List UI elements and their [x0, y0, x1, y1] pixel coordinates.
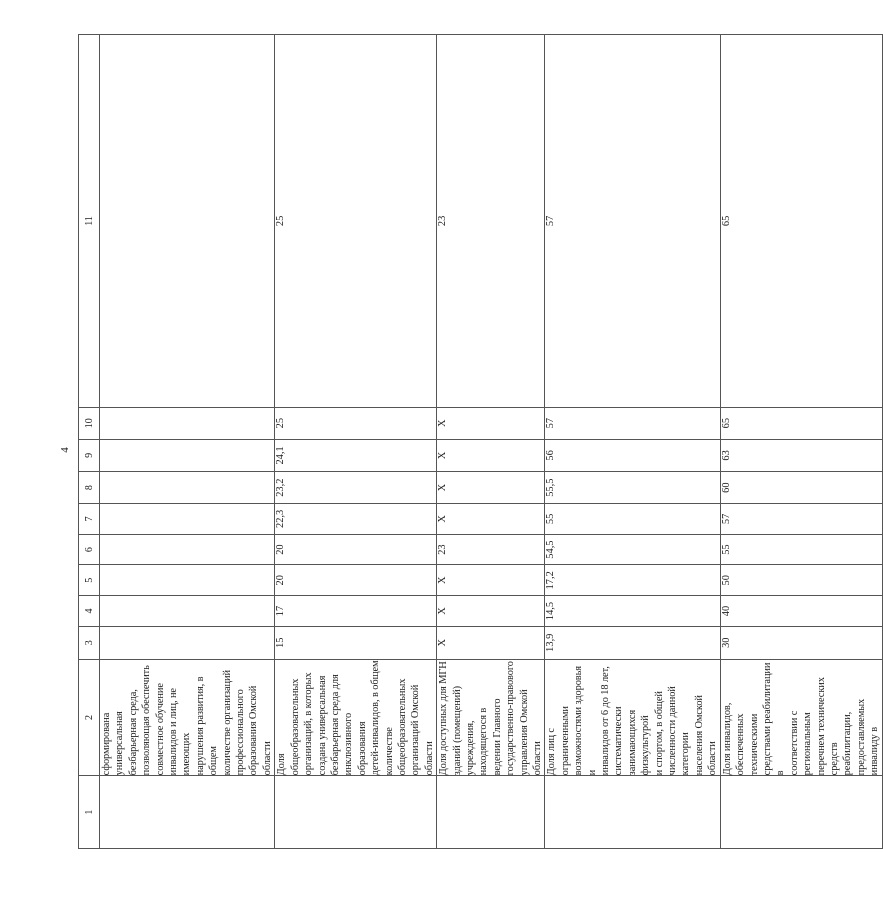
row-number-cell: [545, 776, 720, 849]
header-row: [79, 35, 100, 849]
indicator-name-line: учреждения, находящегося в: [464, 707, 490, 776]
indicator-name-line: возможностями здоровья и: [573, 666, 598, 776]
value-cell-col-4: 14,5: [545, 596, 720, 627]
indicator-name-line: зданий (помещений): [451, 686, 463, 776]
value-cell-col-5: X: [437, 565, 545, 596]
indicator-name-line: управления Омской области: [518, 689, 543, 776]
col-header: 9: [79, 439, 100, 472]
value-cell-col-5: 20: [275, 565, 437, 596]
value-cell-col-3: [100, 626, 275, 659]
indicator-name-line: перечнем технических средств: [815, 677, 840, 776]
table-row: [437, 35, 545, 849]
indicator-name-line: населения Омской области: [693, 695, 719, 776]
page-number: 4: [59, 447, 71, 453]
rotated-table-container: [78, 34, 881, 849]
indicator-name-line: ведении Главного: [491, 698, 503, 776]
value-cell-col-11: 25: [275, 35, 437, 408]
indicator-name-line: Доля доступных для МГН: [438, 661, 450, 776]
value-cell-col-10: 65: [720, 407, 882, 439]
indicator-name-line: общеобразовательных: [396, 678, 408, 776]
value-cell-col-11: 65: [720, 35, 882, 408]
col-header: 6: [79, 534, 100, 565]
value-cell-col-10: 25: [275, 407, 437, 439]
value-cell-col-7: [100, 504, 275, 535]
indicator-name-line: количестве организаций: [221, 670, 233, 776]
value-cell-col-4: 40: [720, 596, 882, 627]
value-cell-col-6: 23: [437, 534, 545, 565]
col-header: 8: [79, 472, 100, 504]
value-cell-col-5: 17,2: [545, 565, 720, 596]
indicator-name-cell: [275, 659, 437, 776]
value-cell-col-3: 15: [275, 626, 437, 659]
value-cell-col-7: X: [437, 504, 545, 535]
indicator-name-line: систематически: [613, 706, 625, 776]
table-row: [720, 35, 882, 849]
indicator-name-line: образования Омской области: [248, 685, 273, 776]
value-cell-col-9: X: [437, 439, 545, 472]
indicator-name-line: занимающихся физкультурой: [626, 709, 652, 776]
value-cell-col-7: 22,3: [275, 504, 437, 535]
row-number-cell: [275, 776, 437, 849]
value-cell-col-6: 20: [275, 534, 437, 565]
indicator-name-line: обеспеченных техническими: [735, 713, 760, 776]
value-cell-col-6: 55: [720, 534, 882, 565]
col-header: 10: [79, 407, 100, 439]
indicator-name-line: Доля лиц с ограниченными: [546, 706, 571, 776]
value-cell-col-10: 57: [545, 407, 720, 439]
col-header: 11: [79, 35, 100, 408]
table-row: [545, 35, 720, 849]
table-row: [275, 35, 437, 849]
value-cell-col-10: X: [437, 407, 545, 439]
indicator-name-line: совместное обучение: [154, 683, 166, 776]
value-cell-col-3: 30: [720, 626, 882, 659]
indicator-name-line: предоставляемых инвалиду в: [855, 698, 881, 776]
col-header: 1: [79, 776, 100, 849]
indicator-table: [78, 34, 883, 849]
indicator-name-line: организаций, в которых: [303, 672, 315, 776]
value-cell-col-5: [100, 565, 275, 596]
indicator-name-line: организаций Омской области: [410, 684, 435, 776]
value-cell-col-11: [100, 35, 275, 408]
value-cell-col-8: 60: [720, 472, 882, 504]
indicator-name-cell: [720, 659, 882, 776]
value-cell-col-4: X: [437, 596, 545, 627]
indicator-name-line: безбарьерная среда для: [329, 674, 341, 776]
indicator-name-cell: [437, 659, 545, 776]
value-cell-col-3: 13,9: [545, 626, 720, 659]
indicator-name-line: реабилитации,: [842, 711, 854, 776]
indicator-name-line: и спортом, в общей: [653, 691, 665, 776]
value-cell-col-7: 55: [545, 504, 720, 535]
value-cell-col-10: [100, 407, 275, 439]
col-header: 4: [79, 596, 100, 627]
indicator-name-line: создана универсальная: [316, 675, 328, 776]
value-cell-col-9: 63: [720, 439, 882, 472]
value-cell-col-11: 57: [545, 35, 720, 408]
value-cell-col-9: [100, 439, 275, 472]
indicator-name-line: Доля общеобразовательных: [276, 678, 301, 776]
table-row: [100, 35, 275, 849]
indicator-name-line: Доля инвалидов,: [721, 702, 733, 776]
value-cell-col-11: 23: [437, 35, 545, 408]
indicator-name-line: государственно-правового: [505, 661, 517, 776]
value-cell-col-9: 56: [545, 439, 720, 472]
value-cell-col-6: [100, 534, 275, 565]
col-header: 5: [79, 565, 100, 596]
value-cell-col-9: 24,1: [275, 439, 437, 472]
indicator-name-line: детей-инвалидов, в общем: [370, 660, 382, 776]
indicator-name-line: соответствии с региональным: [788, 710, 814, 776]
value-cell-col-8: [100, 472, 275, 504]
indicator-name-cell: [100, 659, 275, 776]
indicator-name-line: численности данной категории: [667, 686, 692, 776]
indicator-name-line: средствами реабилитации в: [761, 662, 787, 776]
indicator-name-line: инвалидов от 6 до 18 лет,: [600, 666, 612, 776]
indicator-name-line: сформирована универсальная: [101, 711, 126, 776]
indicator-name-line: профессионального: [235, 689, 247, 776]
value-cell-col-8: 23,2: [275, 472, 437, 504]
value-cell-col-5: 50: [720, 565, 882, 596]
col-header: 7: [79, 504, 100, 535]
col-header: 3: [79, 626, 100, 659]
value-cell-col-7: 57: [720, 504, 882, 535]
value-cell-col-3: X: [437, 626, 545, 659]
indicator-name-cell: [545, 659, 720, 776]
indicator-name-line: позволяющая обеспечить: [141, 665, 153, 776]
value-cell-col-6: 54,5: [545, 534, 720, 565]
indicator-name-line: безбарьерная среда,: [127, 689, 139, 776]
indicator-name-line: нарушения развития, в общем: [194, 676, 220, 776]
indicator-name-line: количестве: [383, 727, 395, 776]
value-cell-col-4: [100, 596, 275, 627]
row-number-cell: [100, 776, 275, 849]
value-cell-col-4: 17: [275, 596, 437, 627]
value-cell-col-8: 55,5: [545, 472, 720, 504]
value-cell-col-8: X: [437, 472, 545, 504]
row-number-cell: [720, 776, 882, 849]
col-header: 2: [79, 659, 100, 776]
indicator-name-line: инвалидов и лиц, не имеющих: [168, 688, 193, 776]
row-number-cell: [437, 776, 545, 849]
indicator-name-line: инклюзивного образования: [343, 712, 368, 776]
